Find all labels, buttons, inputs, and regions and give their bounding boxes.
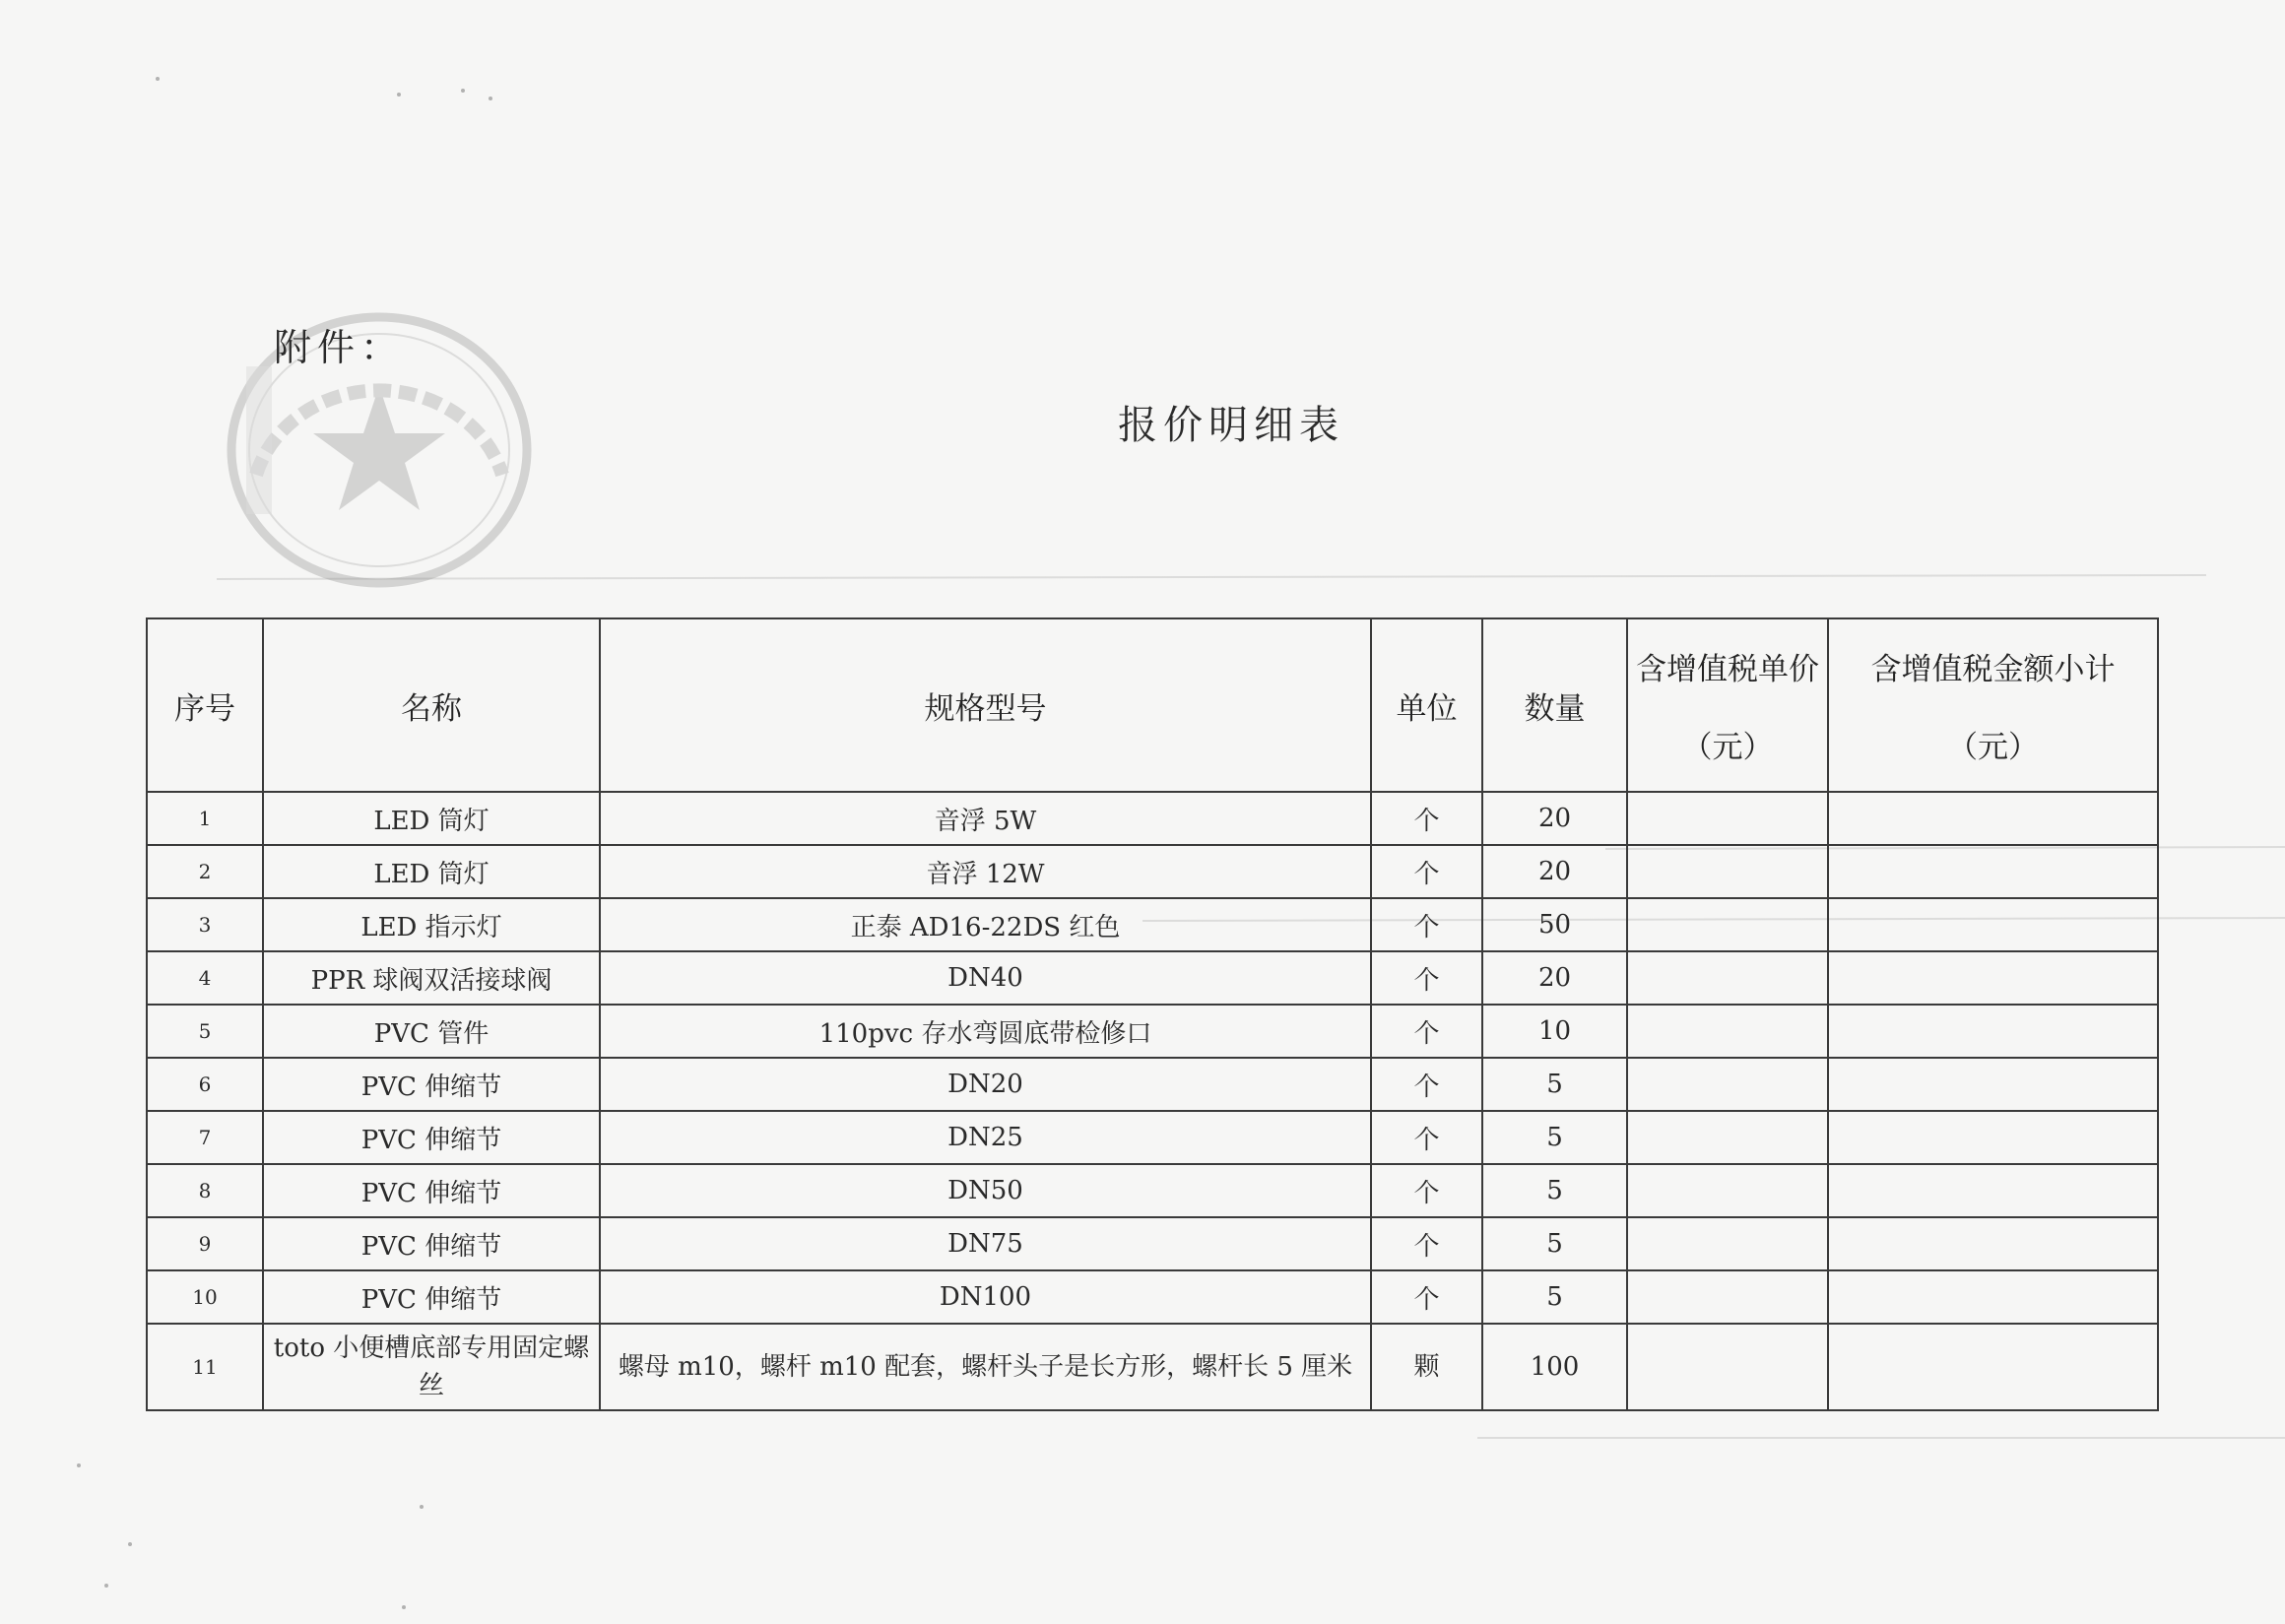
cell-quantity: 100: [1482, 1324, 1627, 1410]
header-spec: 规格型号: [600, 618, 1371, 792]
cell-name: PVC 伸缩节: [263, 1111, 600, 1164]
cell-unit-price: [1627, 898, 1828, 951]
cell-unit-price: [1627, 1058, 1828, 1111]
cell-quantity: 50: [1482, 898, 1627, 951]
cell-unit: 颗: [1371, 1324, 1482, 1410]
cell-name: toto 小便槽底部专用固定螺丝: [263, 1324, 600, 1410]
cell-index: 1: [147, 792, 263, 845]
cell-spec: 音浮 5W: [600, 792, 1371, 845]
cell-spec: DN20: [600, 1058, 1371, 1111]
quotation-table: [146, 617, 2159, 1411]
cell-quantity: 5: [1482, 1270, 1627, 1324]
header-subtotal: 含增值税金额小计 （元）: [1828, 618, 2158, 792]
cell-spec: 螺母 m10，螺杆 m10 配套，螺杆头子是长方形，螺杆长 5 厘米: [600, 1324, 1371, 1410]
cell-index: 7: [147, 1111, 263, 1164]
table-header-row: [147, 618, 2158, 792]
cell-index: 5: [147, 1005, 263, 1058]
cell-name: PVC 伸缩节: [263, 1270, 600, 1324]
cell-index: 9: [147, 1217, 263, 1270]
cell-unit: 个: [1371, 1058, 1482, 1111]
header-subtotal-currency: （元）: [1947, 730, 2039, 765]
cell-unit: 个: [1371, 1005, 1482, 1058]
cell-index: 2: [147, 845, 263, 898]
table-row: [147, 845, 2158, 898]
cell-index: 11: [147, 1324, 263, 1410]
cell-subtotal: [1828, 1164, 2158, 1217]
header-unit-price-currency: （元）: [1681, 730, 1774, 765]
cell-quantity: 20: [1482, 951, 1627, 1005]
cell-spec: DN40: [600, 951, 1371, 1005]
cell-subtotal: [1828, 1217, 2158, 1270]
header-unit: 单位: [1371, 618, 1482, 792]
cell-quantity: 20: [1482, 792, 1627, 845]
cell-unit: 个: [1371, 898, 1482, 951]
cell-unit-price: [1627, 1164, 1828, 1217]
cell-quantity: 5: [1482, 1217, 1627, 1270]
cell-quantity: 5: [1482, 1164, 1627, 1217]
table-row: [147, 1164, 2158, 1217]
cell-index: 4: [147, 951, 263, 1005]
cell-name: PVC 伸缩节: [263, 1217, 600, 1270]
cell-unit-price: [1627, 1324, 1828, 1410]
cell-index: 8: [147, 1164, 263, 1217]
cell-index: 10: [147, 1270, 263, 1324]
cell-name: LED 指示灯: [263, 898, 600, 951]
cell-unit: 个: [1371, 951, 1482, 1005]
cell-spec: DN50: [600, 1164, 1371, 1217]
cell-subtotal: [1828, 898, 2158, 951]
cell-quantity: 20: [1482, 845, 1627, 898]
cell-subtotal: [1828, 1005, 2158, 1058]
cell-unit-price: [1627, 845, 1828, 898]
table-row: [147, 1270, 2158, 1324]
cell-unit: 个: [1371, 1164, 1482, 1217]
cell-name: LED 筒灯: [263, 845, 600, 898]
cell-spec: 110pvc 存水弯圆底带检修口: [600, 1005, 1371, 1058]
cell-unit-price: [1627, 951, 1828, 1005]
header-quantity: 数量: [1482, 618, 1627, 792]
table-row: [147, 898, 2158, 951]
cell-name: PPR 球阀双活接球阀: [263, 951, 600, 1005]
cell-subtotal: [1828, 1111, 2158, 1164]
cell-subtotal: [1828, 1058, 2158, 1111]
cell-unit: 个: [1371, 1111, 1482, 1164]
table-row: [147, 792, 2158, 845]
cell-spec: DN75: [600, 1217, 1371, 1270]
cell-name: PVC 伸缩节: [263, 1164, 600, 1217]
cell-subtotal: [1828, 845, 2158, 898]
cell-index: 3: [147, 898, 263, 951]
cell-quantity: 5: [1482, 1058, 1627, 1111]
table-body: [147, 792, 2158, 1410]
table-row: [147, 1058, 2158, 1111]
cell-subtotal: [1828, 792, 2158, 845]
cell-unit-price: [1627, 1217, 1828, 1270]
cell-unit-price: [1627, 1111, 1828, 1164]
table-row: [147, 1217, 2158, 1270]
cell-unit-price: [1627, 1005, 1828, 1058]
table-row: [147, 1111, 2158, 1164]
cell-spec: DN100: [600, 1270, 1371, 1324]
cell-spec: 音浮 12W: [600, 845, 1371, 898]
table-row: [147, 951, 2158, 1005]
header-index: 序号: [147, 618, 263, 792]
cell-unit: 个: [1371, 792, 1482, 845]
cell-subtotal: [1828, 951, 2158, 1005]
cell-spec: 正泰 AD16-22DS 红色: [600, 898, 1371, 951]
header-name: 名称: [263, 618, 600, 792]
cell-unit: 个: [1371, 1270, 1482, 1324]
cell-unit-price: [1627, 792, 1828, 845]
cell-subtotal: [1828, 1324, 2158, 1410]
cell-index: 6: [147, 1058, 263, 1111]
document-title: 报价明细表: [1118, 403, 1344, 448]
cell-unit: 个: [1371, 845, 1482, 898]
attachment-label: 附件：: [274, 326, 405, 369]
header-unit-price: 含增值税单价 （元）: [1627, 618, 1828, 792]
cell-unit: 个: [1371, 1217, 1482, 1270]
cell-subtotal: [1828, 1270, 2158, 1324]
cell-name: LED 筒灯: [263, 792, 600, 845]
cell-name: PVC 伸缩节: [263, 1058, 600, 1111]
cell-quantity: 5: [1482, 1111, 1627, 1164]
cell-name: PVC 管件: [263, 1005, 600, 1058]
cell-unit-price: [1627, 1270, 1828, 1324]
cell-quantity: 10: [1482, 1005, 1627, 1058]
table-row: [147, 1005, 2158, 1058]
cell-spec: DN25: [600, 1111, 1371, 1164]
table-row: [147, 1324, 2158, 1410]
